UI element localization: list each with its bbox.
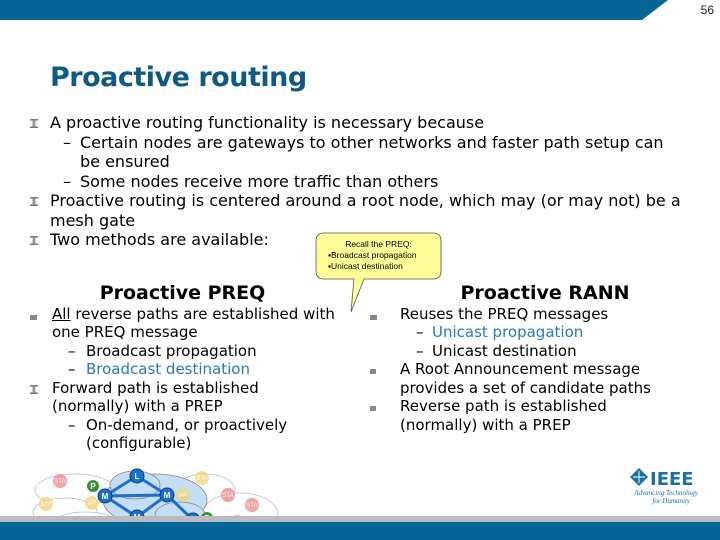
main-bullet-list [30, 113, 710, 250]
slide-title: Proactive routing [50, 62, 307, 93]
bullet-text: Reuses the PREQ messages [400, 304, 609, 323]
svg-text:AP: AP [178, 493, 188, 499]
dash-icon: – [68, 360, 76, 378]
svg-text:STA: STA [54, 479, 66, 485]
bullet-item [30, 191, 700, 230]
bullet-icon [30, 385, 38, 394]
slide-number: 56 [700, 3, 714, 17]
svg-text:AP: AP [87, 501, 97, 507]
proactive-preq-column [30, 284, 335, 453]
footer-blue-band [0, 522, 720, 540]
dash-icon: – [63, 171, 71, 191]
dash-icon: – [63, 132, 71, 152]
bullet-icon [30, 236, 38, 245]
bullet-icon [30, 119, 38, 128]
sub-bullet-text: Broadcast propagation [86, 341, 257, 360]
sub-bullet-item [30, 342, 335, 361]
callout-line: ▪Broadcast propagation [328, 250, 417, 260]
callout-bubble [316, 233, 441, 279]
sub-bullet-item [30, 416, 335, 453]
proactive-rann-column [370, 284, 700, 434]
ieee-diamond-icon [630, 468, 648, 486]
bullet-item [370, 305, 700, 324]
bullet-text: A Root Announcement message provides a set of candidate paths [400, 360, 651, 397]
svg-text:STA: STA [222, 493, 234, 499]
dash-icon: – [68, 415, 76, 434]
sub-bullet-text-highlighted: Broadcast destination [86, 360, 250, 378]
bullet-item [30, 305, 335, 342]
ieee-logo [628, 465, 708, 510]
sub-bullet-text: Some nodes receive more traffic than others [80, 171, 439, 191]
logo-wordmark: IEEE [650, 469, 694, 490]
dash-icon: – [416, 341, 424, 360]
bullet-text: Two methods are available: [50, 230, 269, 249]
svg-text:STA: STA [196, 476, 208, 482]
sub-bullet-item [370, 342, 700, 361]
callout-title: Recall the PREQ: [345, 239, 412, 249]
bullet-icon [370, 403, 378, 412]
bullet-text: reverse paths are established with one PREQ message [52, 304, 335, 341]
svg-text:STA: STA [40, 502, 52, 508]
bullet-item [30, 379, 335, 416]
dash-icon: – [68, 341, 76, 360]
column-heading: Proactive PREQ [99, 282, 266, 304]
sub-bullet-text: Unicast destination [432, 341, 577, 360]
bullet-icon [30, 197, 38, 206]
sub-bullet-text: On-demand, or proactively (configurable) [86, 415, 288, 452]
callout-line: ▪Unicast destination [328, 261, 403, 271]
bullet-icon [370, 366, 378, 375]
bullet-icon [370, 311, 378, 320]
underlined-word: All [52, 304, 71, 323]
column-heading: Proactive RANN [460, 282, 630, 304]
header-bar [0, 0, 720, 22]
sub-bullet-item [30, 133, 710, 172]
svg-text:L: L [134, 472, 140, 481]
svg-text:M: M [163, 491, 171, 500]
bullet-text: Forward path is established (normally) with a PREP [52, 378, 259, 415]
svg-text:for Humanity: for Humanity [652, 497, 690, 505]
svg-text:Advancing Technology: Advancing Technology [634, 489, 698, 497]
bullet-text: A proactive routing functionality is necessary because [50, 113, 485, 132]
bullet-item [30, 113, 710, 133]
dash-icon: – [416, 323, 424, 341]
sub-bullet-item [30, 172, 710, 192]
sub-bullet-item [30, 360, 335, 379]
bullet-item [370, 397, 660, 434]
svg-text:M: M [101, 492, 109, 501]
sub-bullet-text-highlighted: Unicast propagation [432, 323, 584, 341]
sub-bullet-item [370, 323, 700, 342]
svg-text:STA: STA [246, 503, 258, 509]
svg-text:P: P [90, 482, 96, 491]
bullet-text: Proactive routing is centered around a root node, which may (or may not) be a mesh gate [50, 191, 681, 230]
bullet-text: Reverse path is established (normally) with a PREP [400, 397, 607, 434]
bullet-icon [30, 311, 38, 320]
sub-bullet-text: Certain nodes are gateways to other networks and faster path setup can be ensured [80, 132, 664, 171]
bullet-item [370, 360, 660, 397]
